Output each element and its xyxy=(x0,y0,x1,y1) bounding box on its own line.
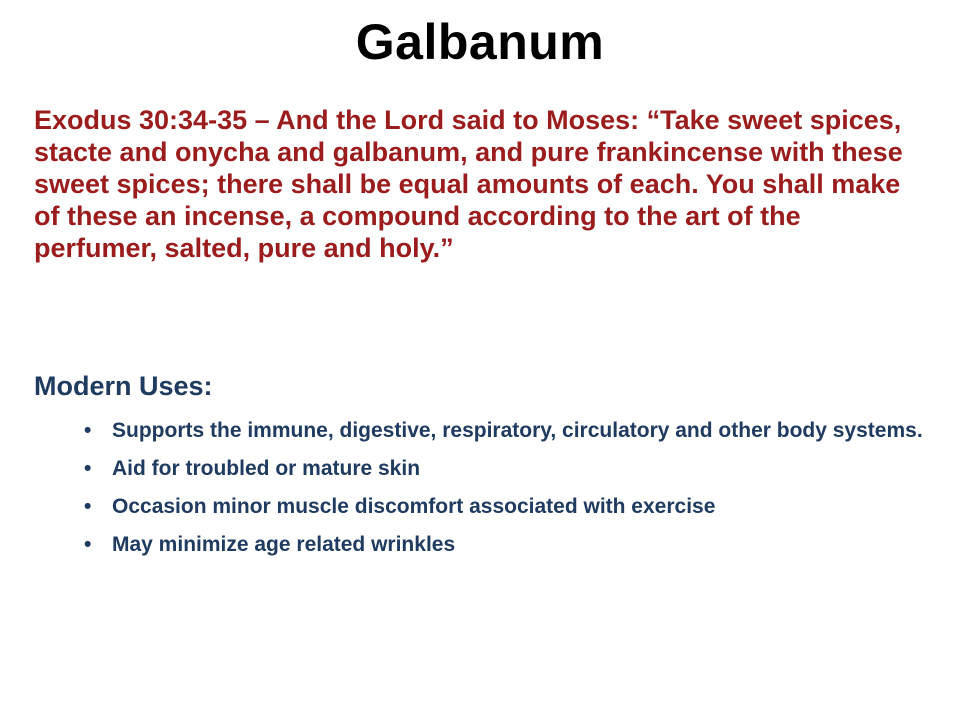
bullet-icon: • xyxy=(84,533,92,556)
bullet-icon: • xyxy=(84,495,92,518)
list-item xyxy=(84,494,924,520)
bullet-icon: • xyxy=(84,419,92,442)
list-item-text: May minimize age related wrinkles xyxy=(112,533,456,556)
list-item xyxy=(84,418,924,444)
bullet-icon: • xyxy=(84,457,92,480)
scripture-quote: Exodus 30:34-35 – And the Lord said to Moses: “Take sweet spices, stacte and onycha and galbanum, and pure frankincense with these sweet spices; there shall be equal amounts of each. You shall make of these an incense, a compound according to the art of the perfumer, salted, pure and holy.” xyxy=(34,105,903,263)
modern-uses-heading: Modern Uses: xyxy=(34,371,213,401)
modern-uses-list xyxy=(84,418,924,570)
list-item-text: Occasion minor muscle discomfort associated with exercise xyxy=(112,495,716,518)
list-item xyxy=(84,532,924,558)
list-item-text: Aid for troubled or mature skin xyxy=(112,457,421,480)
list-item xyxy=(84,456,924,482)
slide-title: Galbanum xyxy=(355,14,605,70)
list-item-text: Supports the immune, digestive, respiratory, circulatory and other body systems. xyxy=(112,419,923,442)
